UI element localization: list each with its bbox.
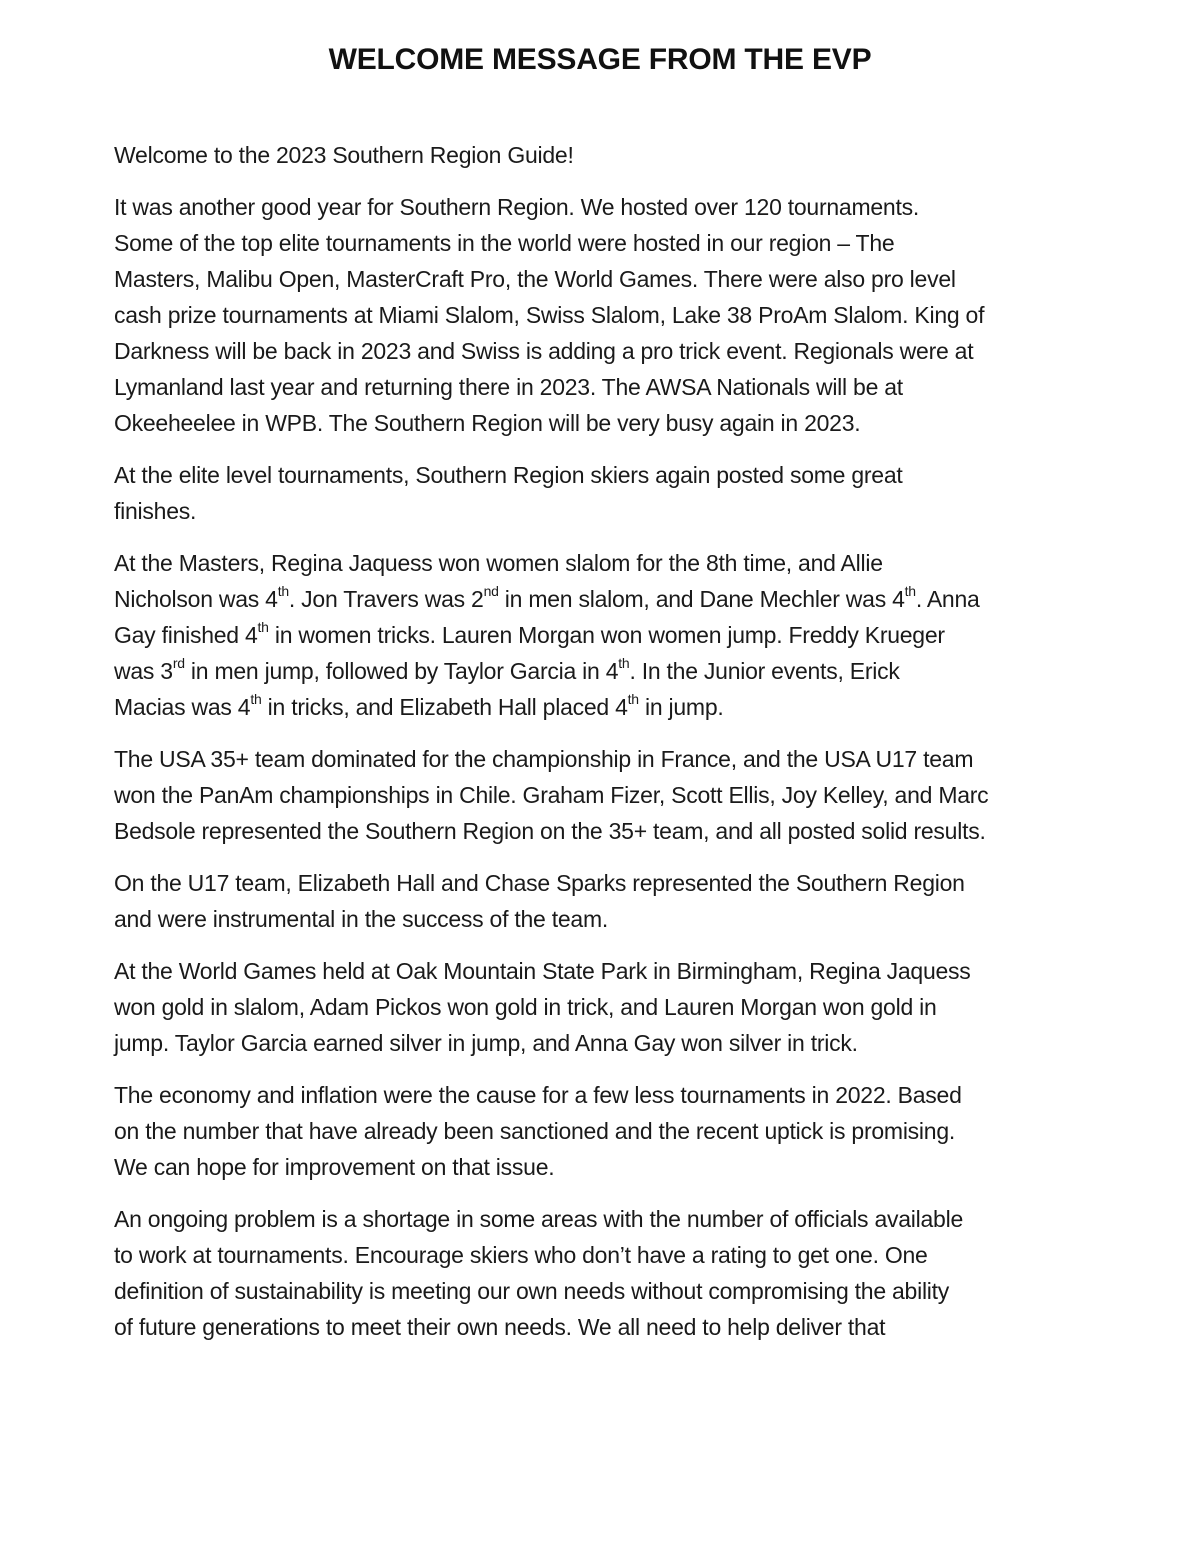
text-line: At the elite level tournaments, Southern Region skiers again posted some great — [114, 462, 903, 488]
text-line: Welcome to the 2023 Southern Region Guide! — [114, 142, 574, 168]
text-line: cash prize tournaments at Miami Slalom, Swiss Slalom, Lake 38 ProAm Slalom. King of — [114, 302, 985, 328]
ordinal-suffix: th — [904, 583, 916, 600]
paragraph — [114, 953, 1094, 1061]
ordinal-suffix: rd — [172, 655, 185, 672]
text-line: Gay finished 4th in women tricks. Lauren Morgan won women jump. Freddy Krueger — [114, 619, 945, 648]
text-line: The economy and inflation were the cause for a few less tournaments in 2022. Based — [114, 1082, 962, 1108]
document-body — [114, 137, 1094, 1361]
page-title: WELCOME MESSAGE FROM THE EVP — [328, 43, 872, 76]
text-line: Darkness will be back in 2023 and Swiss is adding a pro trick event. Regionals were at — [114, 338, 974, 364]
text-line: We can hope for improvement on that issue. — [114, 1154, 555, 1180]
paragraph — [114, 1077, 1094, 1185]
text-line: jump. Taylor Garcia earned silver in jump, and Anna Gay won silver in trick. — [114, 1030, 858, 1056]
text-line: An ongoing problem is a shortage in some areas with the number of officials available — [114, 1206, 963, 1232]
text-line: Masters, Malibu Open, MasterCraft Pro, the World Games. There were also pro level — [114, 266, 956, 292]
paragraph — [114, 545, 1094, 725]
text-line: Some of the top elite tournaments in the world were hosted in our region – The — [114, 230, 895, 256]
ordinal-suffix: th — [250, 691, 262, 708]
paragraph — [114, 189, 1094, 441]
text-line: to work at tournaments. Encourage skiers who don’t have a rating to get one. One — [114, 1242, 928, 1268]
text-line: definition of sustainability is meeting our own needs without compromising the ability — [114, 1278, 950, 1304]
ordinal-suffix: th — [618, 655, 630, 672]
paragraph — [114, 137, 1094, 173]
text-line: won the PanAm championships in Chile. Graham Fizer, Scott Ellis, Joy Kelley, and Marc — [114, 782, 989, 808]
text-line: Lymanland last year and returning there in 2023. The AWSA Nationals will be at — [114, 374, 903, 400]
text-line: On the U17 team, Elizabeth Hall and Chase Sparks represented the Southern Region — [114, 870, 965, 896]
paragraph — [114, 457, 1094, 529]
text-line: Okeeheelee in WPB. The Southern Region will be very busy again in 2023. — [114, 410, 861, 436]
text-line: Bedsole represented the Southern Region on the 35+ team, and all posted solid results. — [114, 818, 986, 844]
text-line: was 3rd in men jump, followed by Taylor Garcia in 4th. In the Junior events, Erick — [114, 655, 900, 684]
ordinal-suffix: th — [627, 691, 639, 708]
text-line: Nicholson was 4th. Jon Travers was 2nd in men slalom, and Dane Mechler was 4th. Anna — [114, 583, 980, 612]
paragraph — [114, 1201, 1094, 1345]
text-line: Macias was 4th in tricks, and Elizabeth Hall placed 4th in jump. — [114, 691, 724, 720]
ordinal-suffix: th — [257, 619, 269, 636]
text-line: The USA 35+ team dominated for the championship in France, and the USA U17 team — [114, 746, 974, 772]
text-line: At the Masters, Regina Jaquess won women slalom for the 8th time, and Allie — [114, 550, 883, 576]
paragraph — [114, 865, 1094, 937]
text-line: of future generations to meet their own needs. We all need to help deliver that — [114, 1314, 886, 1340]
text-line: and were instrumental in the success of the team. — [114, 906, 609, 932]
ordinal-suffix: th — [277, 583, 289, 600]
paragraph — [114, 741, 1094, 849]
text-line: It was another good year for Southern Region. We hosted over 120 tournaments. — [114, 194, 919, 220]
text-line: on the number that have already been sanctioned and the recent uptick is promising. — [114, 1118, 956, 1144]
text-line: finishes. — [114, 498, 197, 524]
ordinal-suffix: nd — [483, 583, 499, 600]
text-line: won gold in slalom, Adam Pickos won gold in trick, and Lauren Morgan won gold in — [114, 994, 937, 1020]
text-line: At the World Games held at Oak Mountain State Park in Birmingham, Regina Jaquess — [114, 958, 971, 984]
